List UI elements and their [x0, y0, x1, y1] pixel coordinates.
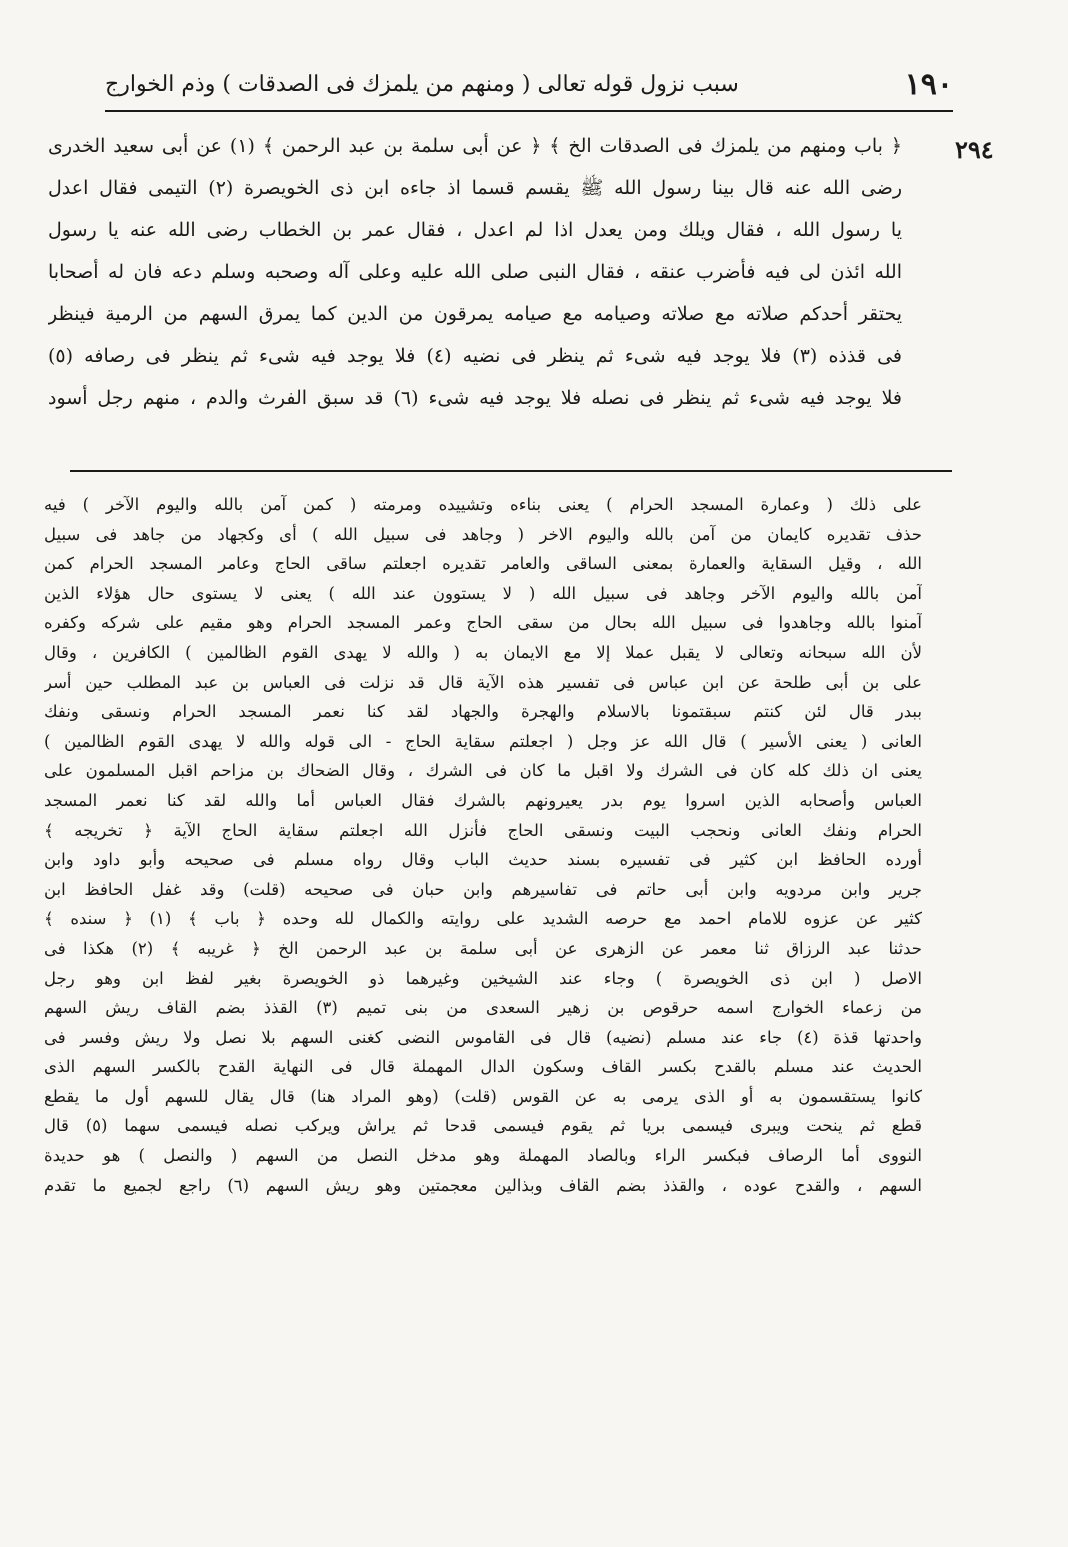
note-line: أورده الحافظ ابن كثير فى تفسيره بسند حديث الباب وقال رواه مسلم فى صحيحه وأبو داود وابن: [44, 850, 922, 870]
footnote-rule: [70, 470, 952, 472]
hadith-line: يحتقر أحدكم صلاته مع صلاته وصيامه مع صيامه يمرقون من الدين كما يمرق السهم من الرمية فينظر: [48, 303, 902, 325]
note-line: الاصل ( ابن ذى الخويصرة ) وجاء عند الشيخين وغيرهما ذو الخويصرة بغير لفظ ابن وهو رجل: [44, 968, 922, 988]
note-line: جرير وابن مردويه وابن أبى حاتم فى تفاسيرهم وابن حبان فى صحيحه (قلت) وقد غفل الحافظ ابن: [44, 879, 922, 899]
note-line: حدثنا عبد الرزاق ثنا معمر عن الزهرى عن أبى سلمة بن عبد الرحمن الخ ﴿ غريبه ﴾ (٢) هكذا فى: [44, 938, 922, 958]
commentary-notes: [44, 490, 922, 1200]
note-line: الحرام ونفك العانى ونحجب البيت ونسقى الحاج فأنزل الله اجعلتم سقاية الحاج الآية ﴿ تخريجه ﴾: [44, 820, 922, 840]
note-line: النووى أما الرصاف فبكسر الراء وبالصاد المهملة وهو مدخل النصل من السهم ( والنصل ) هو حديدة: [44, 1146, 922, 1166]
header-rule: [105, 110, 953, 112]
note-line: على بن أبى طلحة عن ابن عباس فى تفسير هذه الآية قال قد نزلت فى العباس بن عبد المطلب حين أسر: [44, 672, 922, 692]
note-line: كانوا يستقسمون به أو الذى يرمى به عن القوس (قلت) (وهو المراد هنا) قال يقال للسهم أول ما يقطع: [44, 1086, 922, 1106]
hadith-text: [48, 125, 902, 419]
note-line: آمن بالله واليوم الآخر وجاهد فى سبيل الله ( لا يستوون عند الله ) يعنى لا يستوى حال هؤلاء الذين: [44, 583, 922, 603]
hadith-line: فى قذذه (٣) فلا يوجد فيه شىء ثم ينظر فى نضيه (٤) فلا يوجد فيه شىء ثم ينظر فى رصافه (٥): [48, 345, 902, 367]
note-line: على ذلك ( وعمارة المسجد الحرام ) يعنى بناءه وتشييده ومرمته ( كمن آمن بالله واليوم الآخر ) فيه: [44, 495, 922, 514]
note-line: السهم ، والقدح عوده ، والقذذ بضم القاف وبذالين معجمتين وهو ريش السهم (٦) راجع لجميع ما تقدم: [44, 1175, 922, 1195]
note-line: كثير عن عزوه للامام احمد مع حرصه الشديد على روايته والكمال لله وحده ﴿ باب ﴾ (١) ﴿ سنده ﴾: [44, 909, 922, 929]
note-line: الحديث عند مسلم بالقدح بكسر القاف وسكون الدال المهملة قال فى النهاية القدح بالكسر السهم الذى: [44, 1057, 922, 1077]
hadith-line: رضى الله عنه قال بينا رسول الله ﷺ يقسم قسما اذ جاءه ابن ذى الخويصرة (٢) التيمى فقال اعدل: [48, 177, 902, 199]
note-line: من زعماء الخوارج اسمه حرقوص بن زهير السعدى من بنى تميم (٣) القذذ بضم القاف ريش السهم: [44, 998, 922, 1018]
note-line: العانى ( يعنى الأسير ) قال الله عز وجل ( اجعلتم سقاية الحاج - الى قوله والله لا يهدى القوم الظالمين ): [44, 731, 922, 751]
hadith-line: يا رسول الله ، فقال ويلك ومن يعدل اذا لم اعدل ، فقال عمر بن الخطاب رضى الله عنه يا رسول: [48, 219, 902, 241]
note-line: آمنوا بالله وجاهدوا فى سبيل الله بحال من سقى الحاج وعمر المسجد الحرام وهو مقيم على شركه وكفره: [44, 613, 922, 633]
note-line: الله ، وقيل السقاية والعمارة بمعنى الساقى والعامر تقديره اجعلتم ساقى الحاج وعامر المسجد الحرام كمن: [44, 554, 922, 574]
page-header: [105, 60, 953, 108]
note-line: حذف تقديره كايمان من آمن بالله واليوم الاخر ( وجاهد فى سبيل الله ) أى وكجهاد من جاهد فى سبيل: [44, 524, 922, 544]
note-line: ببدر قال لئن كنتم سبقتمونا بالاسلام والهجرة والجهاد لقد كنا نعمر المسجد الحرام ونسقى ونفك: [44, 702, 922, 722]
note-line: يعنى ان ذلك كله كان فى الشرك ولا اقبل ما كان فى الشرك ، وقال الضحاك بن مزاحم اقبل المسلمون على: [44, 761, 922, 781]
hadith-line: فلا يوجد فيه شىء ثم ينظر فى نصله فلا يوجد فيه شىء (٦) قد سبق الفرث والدم ، منهم رجل أسود: [48, 387, 902, 409]
note-line: العباس وأصحابه الذين اسروا يوم بدر يعيرونهم بالشرك فقال العباس أما والله لقد كنا نعمر المسجد: [44, 790, 922, 810]
running-title: سبب نزول قوله تعالى ( ومنهم من يلمزك فى الصدقات ) وذم الخوارج: [105, 71, 739, 97]
page-number: ١٩٠: [904, 66, 953, 102]
hadith-number: ٢٩٤: [955, 135, 994, 164]
note-line: واحدتها قذة (٤) جاء عند مسلم (نضيه) قال فى القاموس النضى كغنى السهم بلا نصل ولا ريش وفسر فى: [44, 1027, 922, 1047]
note-line: قطع ثم ينحت ويبرى فيسمى بريا ثم يقوم فيسمى قدحا ثم يراش ويركب نصله فيسمى سهما (٥) قال: [44, 1116, 922, 1136]
hadith-line: الله ائذن لى فيه فأضرب عنقه ، فقال النبى صلى الله عليه وعلى آله وصحبه وسلم دعه فان له أصحابا: [48, 261, 902, 283]
note-line: لأن الله سبحانه وتعالى لا يقبل عملا إلا مع الايمان به ( والله لا يهدى القوم الظالمين ) الكافرين ، وقال: [44, 642, 922, 662]
hadith-line: ﴿ باب ومنهم من يلمزك فى الصدقات الخ ﴾ ﴿ عن أبى سلمة بن عبد الرحمن ﴾ (١) عن أبى سعيد الخدرى: [48, 135, 902, 157]
